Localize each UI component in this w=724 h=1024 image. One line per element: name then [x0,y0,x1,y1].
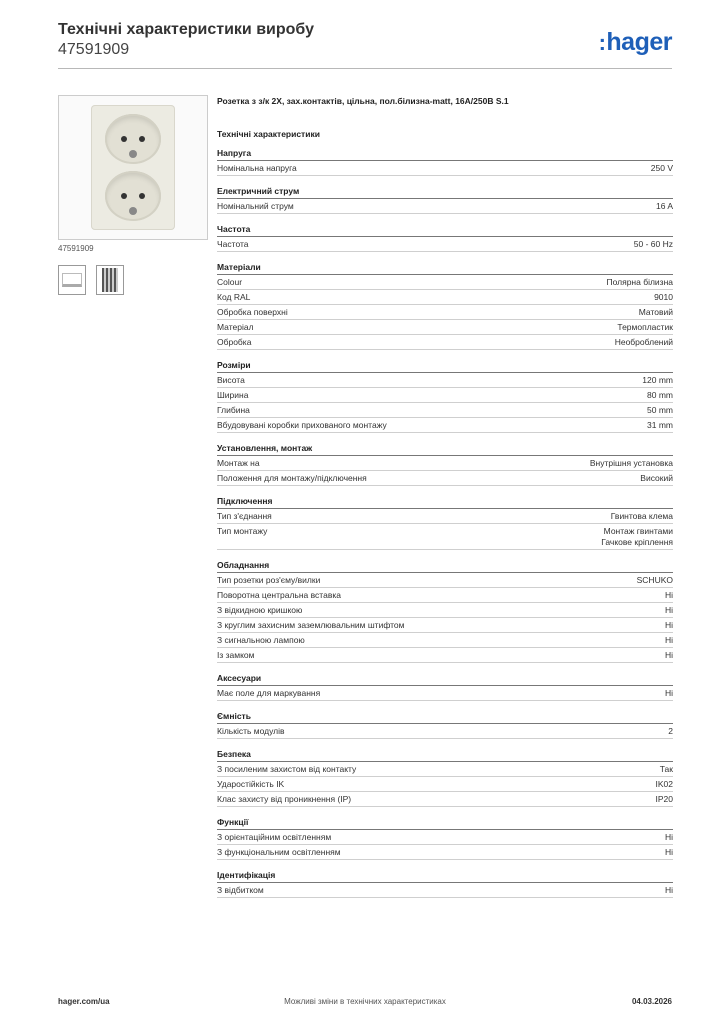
thumbnail-drawing[interactable] [58,265,86,295]
product-image[interactable] [58,95,208,240]
spec-value-line: SCHUKO [636,575,673,585]
spec-value-line: IK02 [655,779,673,789]
spec-value [617,322,673,333]
product-gallery [58,95,208,295]
spec-value [665,847,673,858]
section-heading: Обладнання [217,559,673,573]
spec-row [217,524,673,550]
spec-value-line: 80 mm [647,390,673,400]
spec-row [217,237,673,252]
spec-value [665,635,673,646]
spec-row [217,845,673,860]
spec-label: З відкидною кришкою [217,605,303,615]
spec-label: Обробка поверхні [217,307,288,317]
spec-label: Має поле для маркування [217,688,321,698]
spec-value-line: Полярна білизна [606,277,673,287]
spec-row [217,373,673,388]
spec-row [217,320,673,335]
product-description: Розетка з з/к 2X, зах.контактів, цільна, пол.білизна-matt, 16A/250B S.1 [217,96,509,106]
spec-value [606,277,673,288]
spec-value-line: Ні [664,605,673,615]
spec-value [665,620,673,631]
spec-value-line: Ні [664,885,673,895]
spec-section [217,495,673,550]
spec-row [217,199,673,214]
spec-value-line: 120 mm [642,375,673,385]
section-heading: Безпека [217,748,673,762]
spec-value-line: Гвинтова клема [610,511,673,521]
spec-value-line: Матовий [638,307,673,317]
spec-label: З відбитком [217,885,264,895]
spec-row [217,388,673,403]
spec-section [217,261,673,350]
spec-value [637,575,673,586]
spec-label: Обробка [217,337,252,347]
spec-value [647,420,673,431]
spec-label: Із замком [217,650,255,660]
spec-value-line: 2 [668,726,673,736]
spec-value [660,764,673,775]
spec-value [601,526,673,548]
spec-label: З сигнальною лампою [217,635,305,645]
spec-label: З круглим захисним заземлювальним штифтом [217,620,405,630]
spec-row [217,305,673,320]
section-heading: Аксесуари [217,672,673,686]
spec-label: Тип монтажу [217,526,268,536]
spec-row [217,883,673,898]
spec-label: Код RAL [217,292,251,302]
spec-panel [217,95,673,898]
spec-value [590,458,673,469]
spec-row [217,335,673,350]
spec-value [668,726,673,737]
spec-value [665,590,673,601]
spec-value-line: 250 V [650,163,673,173]
section-heading: Частота [217,223,673,237]
header-divider [58,68,672,69]
spec-row [217,618,673,633]
spec-value-line: Ні [664,688,673,698]
spec-value [651,163,673,174]
spec-row [217,456,673,471]
spec-section [217,672,673,701]
spec-value [615,337,673,348]
spec-value [611,511,673,522]
spec-section [217,559,673,663]
spec-section [217,816,673,860]
page-header [58,20,672,60]
spec-value-line: Термопластик [617,322,673,332]
spec-value-line: 50 mm [647,405,673,415]
spec-row [217,762,673,777]
spec-section [217,223,673,252]
spec-value-line: Ні [664,832,673,842]
spec-label: З посиленим захистом від контакту [217,764,357,774]
spec-value-line: 50 - 60 Hz [633,239,673,249]
spec-label: Тип розетки роз'єму/вилки [217,575,321,585]
spec-label: Монтаж на [217,458,260,468]
footer-website[interactable]: hager.com/ua [58,997,110,1006]
spec-row [217,777,673,792]
spec-value-line: Ні [664,635,673,645]
spec-heading: Технічні характеристики [217,129,320,139]
section-heading: Матеріали [217,261,673,275]
spec-row [217,290,673,305]
spec-row [217,573,673,588]
footer-date: 04.03.2026 [631,997,672,1006]
spec-value-line: Ні [664,650,673,660]
socket-plate-illustration [91,105,175,230]
section-heading: Напруга [217,147,673,161]
spec-row [217,275,673,290]
spec-row [217,792,673,807]
spec-value [647,390,673,401]
spec-row [217,686,673,701]
spec-section [217,869,673,898]
spec-value-line: Високий [640,473,673,483]
spec-row [217,830,673,845]
spec-section [217,185,673,214]
spec-row [217,509,673,524]
spec-value [665,832,673,843]
section-heading: Електричний струм [217,185,673,199]
spec-label: Номінальна напруга [217,163,297,173]
section-heading: Розміри [217,359,673,373]
spec-row [217,588,673,603]
spec-label: З орієнтаційним освітленням [217,832,332,842]
socket-outlet-top [105,114,161,164]
spec-value-line: 9010 [654,292,673,302]
spec-value-line: Гачкове кріплення [601,537,673,547]
spec-value [640,473,673,484]
spec-label: Клас захисту від проникнення (IP) [217,794,352,804]
spec-section [217,442,673,486]
spec-value-line: IP20 [655,794,673,804]
spec-value-line: Внутрішня установка [589,458,673,468]
spec-label: Глибина [217,405,250,415]
product-code: 47591909 [58,41,130,58]
spec-row [217,724,673,739]
section-heading: Установлення, монтаж [217,442,673,456]
spec-value [656,794,674,805]
thumbnail-strip [58,265,208,295]
spec-label: З функціональним освітленням [217,847,341,857]
spec-section [217,147,673,176]
spec-label: Ударостійкість IK [217,779,285,789]
section-heading: Ідентифікація [217,869,673,883]
spec-label: Тип з'єднання [217,511,272,521]
footer-notice: Можливі зміни в технічних характеристиках [284,997,446,1006]
spec-section [217,359,673,433]
hager-logo: :hager [598,28,672,56]
spec-section [217,710,673,739]
spec-sections [217,147,673,898]
spec-value [639,307,673,318]
spec-value-line: 31 mm [647,420,673,430]
spec-row [217,471,673,486]
section-heading: Ємність [217,710,673,724]
spec-value [634,239,673,250]
spec-row [217,633,673,648]
thumbnail-photo[interactable] [96,265,124,295]
socket-outlet-bottom [105,171,161,221]
spec-label: Частота [217,239,249,249]
section-heading: Функції [217,816,673,830]
spec-value [665,688,673,699]
spec-label: Висота [217,375,245,385]
spec-value-line: Ні [664,590,673,600]
spec-label: Матеріал [217,322,254,332]
section-heading: Підключення [217,495,673,509]
page-title: Технічні характеристики виробу [58,21,314,38]
spec-label: Вбудовувані коробки прихованого монтажу [217,420,387,430]
spec-label: Ширина [217,390,249,400]
spec-value [647,405,673,416]
spec-row [217,603,673,618]
spec-row [217,648,673,663]
spec-label: Положення для монтажу/підключення [217,473,367,483]
spec-label: Поворотна центральна вставка [217,590,341,600]
spec-value-line: Необроблений [614,337,673,347]
spec-value [665,650,673,661]
spec-value [656,779,674,790]
spec-value [665,885,673,896]
spec-label: Номінальний струм [217,201,294,211]
spec-value-line: Монтаж гвинтами [603,526,673,536]
spec-value [656,201,673,212]
spec-value [642,375,673,386]
spec-row [217,403,673,418]
spec-value [654,292,673,303]
spec-value-line: Ні [664,847,673,857]
spec-label: Colour [217,277,243,287]
spec-value [665,605,673,616]
spec-value-line: 16 A [655,201,673,211]
spec-section [217,748,673,807]
image-code-label: 47591909 [58,244,94,253]
spec-row [217,418,673,433]
spec-label: Кількість модулів [217,726,285,736]
spec-value-line: Ні [664,620,673,630]
spec-value-line: Так [659,764,673,774]
spec-row [217,161,673,176]
